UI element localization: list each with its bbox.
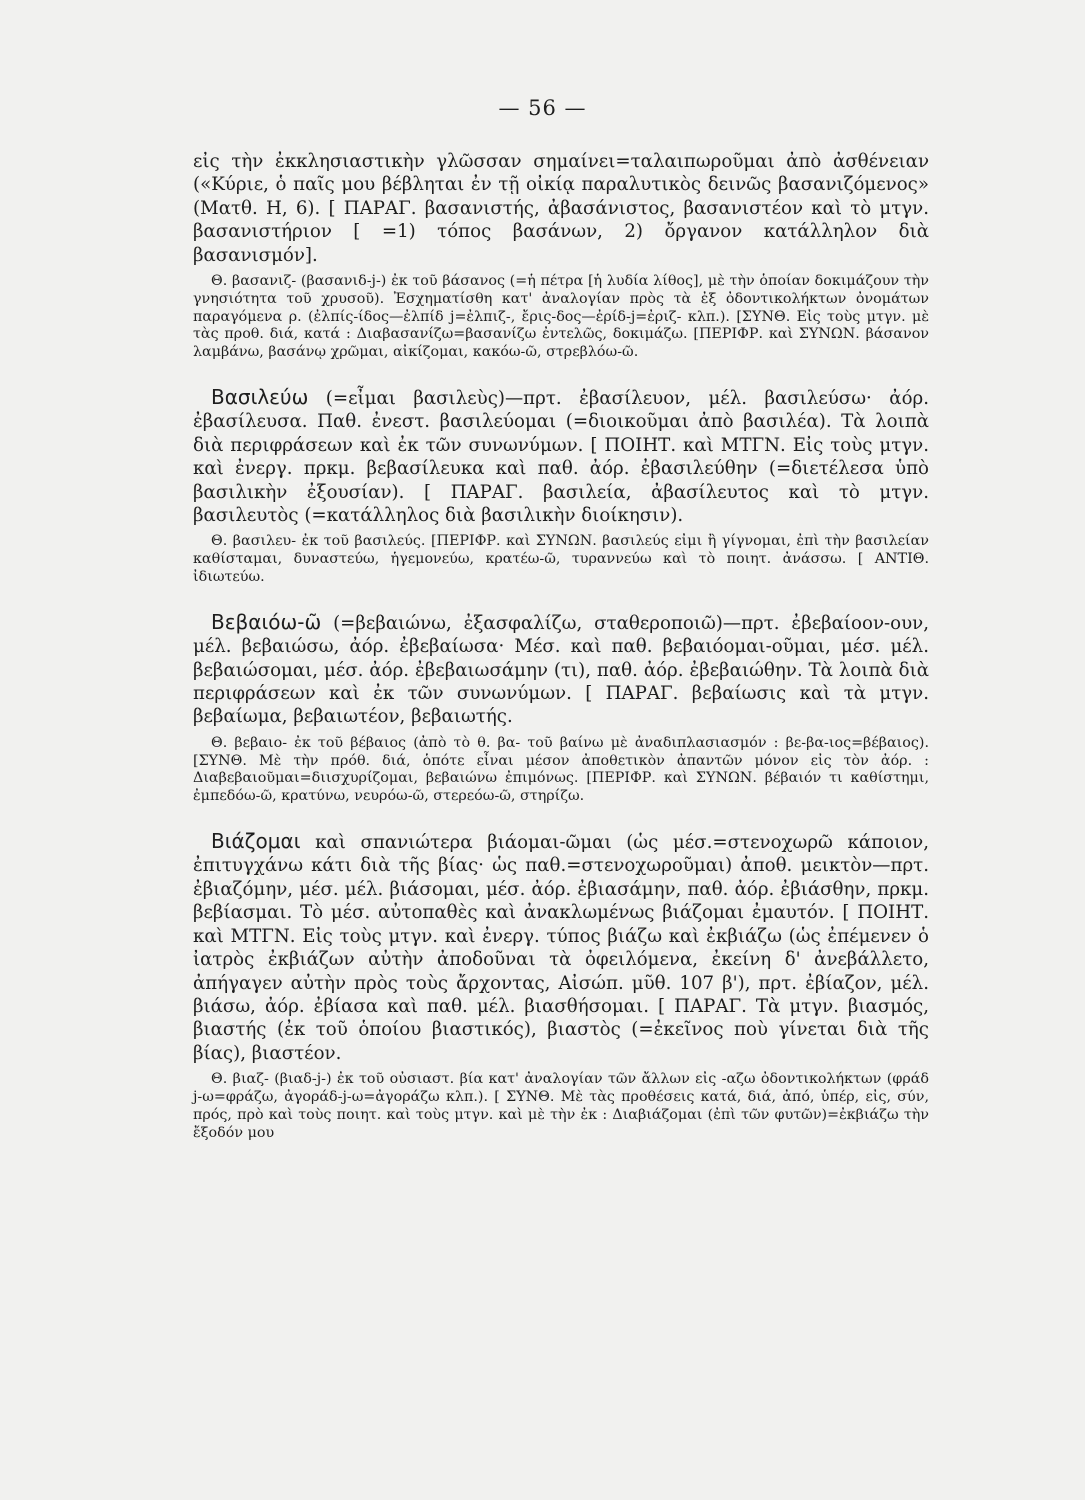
entry-theme-note: Θ. βασιλευ- ἐκ τοῦ βασιλεύς. [ΠΕΡΙΦΡ. καὶ ΣΥΝΩΝ. βασιλεύς εἰμι ἢ γίγνομαι, ἐπὶ τὴν βασιλείαν καθίσταμαι, δυναστεύω, ἡγεμονεύω, κρατέω-ῶ, τυραννεύω καὶ τὸ ποιητ. ἀνάσσω. [ ΑΝΤΙΘ. ἰδιωτεύω. [193,533,929,586]
entry-definition: (=εἶμαι βασιλεὺς)—πρτ. ἐβασίλευον, μέλ. βασιλεύσω· ἀόρ. ἐβασίλευσα. Παθ. ἐνεστ. βασιλεύομαι (=διοικοῦμαι ἀπὸ βασιλέα). Τὰ λοιπὰ διὰ περιφράσεων καὶ ἐκ τῶν συνωνύμων. [ ΠΟΙΗΤ. καὶ ΜΤΓΝ. Εἰς τοὺς μτγν. καὶ ἐνεργ. πρκμ. βεβασίλευκα καὶ παθ. ἀόρ. ἐβασιλεύθην (=διετέλεσα ὑπὸ βασιλικὴν ἐξουσίαν). [ ΠΑΡΑΓ. βασιλεία, ἀβασίλευτος καὶ τὸ μτγν. βασιλευτὸς (=κατάλληλος διὰ βασιλικὴν διοίκησιν). [193,388,929,527]
entry-basanizo-continued [193,150,929,362]
entry-definition: (=βεβαιώνω, ἐξασφαλίζω, σταθεροποιῶ)—πρτ. ἐβεβαίοον-ουν, μέλ. βεβαιώσω, ἀόρ. ἐβεβαίωσα· Μέσ. καὶ παθ. βεβαιόομαι-οῦμαι, μέσ. μέλ. βεβαιώσομαι, μέσ. ἀόρ. ἐβεβαιωσάμην (τι), παθ. ἀόρ. ἐβεβαιώθην. Τὰ λοιπὰ διὰ περιφράσεων καὶ ἐκ τῶν συνωνύμων. [ ΠΑΡΑΓ. βεβαίωσις καὶ τὰ μτγν. βεβαίωμα, βεβαιωτέον, βεβαιωτής. [193,612,929,728]
entry-body [193,386,929,527]
entry-bebaioo [193,611,929,806]
page-number: — 56 — [498,96,587,120]
entry-headword: Βεβαιόω-ῶ [211,609,322,634]
entry-theme-note: Θ. βεβαιο- ἐκ τοῦ βέβαιος (ἀπὸ τὸ θ. βα- τοῦ βαίνω μὲ ἀναδιπλασιασμόν : βε-βα-ιος=βέβαιος). [ΣΥΝΘ. Μὲ τὴν πρόθ. διά, ὁπότε εἶναι μέσον ἀποθετικὸν ἀπαντῶν μόνον εἰς τὸν ἀόρ. : Διαβεβαιοῦμαι=διισχυρίζομαι, βεβαιώνω ἐπιμόνως. [ΠΕΡΙΦΡ. καὶ ΣΥΝΩΝ. βέβαιόν τι καθίστημι, ἐμπεδόω-ῶ, κρατύνω, νευρόω-ῶ, στερεόω-ῶ, στηρίζω. [193,734,929,805]
entry-definition: καὶ σπανιώτερα βιάομαι-ῶμαι (ὡς μέσ.=στενοχωρῶ κάποιον, ἐπιτυγχάνω κάτι διὰ τῆς βίας· ὡς παθ.=στενοχωροῦμαι) ἀποθ. μεικτὸν—πρτ. ἐβιαζόμην, μέσ. μέλ. βιάσομαι, μέσ. ἀόρ. ἐβιασάμην, παθ. ἀόρ. ἐβιάσθην, πρκμ. βεβίασμαι. Τὸ μέσ. αὐτοπαθὲς καὶ ἀνακλωμένως βιάζομαι ἐμαυτόν. [ ΠΟΙΗΤ. καὶ ΜΤΓΝ. Εἰς τοὺς μτγν. καὶ ἐνεργ. τύπος βιάζω καὶ ἐκβιάζω (ὡς ἐπέμενεν ὁ ἰατρὸς ἐκβιάζων αὐτὴν ἀποδοῦναι τὰ ὀφειλόμενα, ἐκείνη δ' ἀνεβάλλετο, ἀπήγαγεν αὐτὴν πρὸς τοὺς ἄρχοντας, Αἰσώπ. μῦθ. 107 β'), πρτ. ἐβίαζον, μέλ. βιάσω, ἀόρ. ἐβίασα καὶ παθ. μέλ. βιασθήσομαι. [ ΠΑΡΑΓ. Τὰ μτγν. βιασμός, βιαστής (ἐκ τοῦ ὁποίου βιαστικός), βιαστὸς (=ἐκεῖνος ποὺ γίνεται διὰ τῆς βίας), βιαστέον. [193,832,929,1064]
entry-biazomai [193,830,929,1142]
entry-headword: Βασιλεύω [211,385,309,410]
entry-body [193,611,929,729]
entry-basileuo [193,386,929,587]
entry-body: εἰς τὴν ἐκκλησιαστικὴν γλῶσσαν σημαίνει=ταλαιπωροῦμαι ἀπὸ ἀσθένειαν («Κύριε, ὁ παῖς μου βέβληται ἐν τῇ οἰκίᾳ παραλυτικὸς δεινῶς βασανιζόμενος» (Ματθ. Η, 6). [ ΠΑΡΑΓ. βασανιστής, ἀβασάνιστος, βασανιστέον καὶ τὸ μτγν. βασανιστήριον [ =1) τόπος βασάνων, 2) ὄργανον κατάλληλον διὰ βασανισμόν]. [193,151,929,266]
entry-headword: Βιάζομαι [211,829,301,854]
page-text [193,150,929,1142]
entry-theme-note: Θ. βασανιζ- (βασανιδ-j-) ἐκ τοῦ βάσανος (=ἡ πέτρα [ἡ λυδία λίθος], μὲ τὴν ὁποίαν δοκιμάζουν τὴν γνησιότητα τοῦ χρυσοῦ). Ἐσχηματίσθη κατ' ἀναλογίαν πρὸς τὰ ἐξ ὀδοντικολήκτων ὀνομάτων παραγόμενα ρ. (ἐλπίς-ίδος—ἐλπίδ j=ἐλπιζ-, ἔρις-δος—ἐρίδ-j=ἐριζ- κλπ.). [ΣΥΝΘ. Εἰς τοὺς μτγν. μὲ τὰς προθ. διά, κατά : Διαβασανίζω=βασανίζω ἐντελῶς, δοκιμάζω. [ΠΕΡΙΦΡ. καὶ ΣΥΝΩΝ. βάσανον λαμβάνω, βασάνῳ χρῶμαι, αἰκίζομαι, κακόω-ῶ, στρεβλόω-ῶ. [193,273,929,361]
entry-body [193,830,929,1065]
entry-theme-note: Θ. βιαζ- (βιαδ-j-) ἐκ τοῦ οὐσιαστ. βία κατ' ἀναλογίαν τῶν ἄλλων εἰς -αζω ὀδοντικολήκτων (φράδ j-ω=φράζω, ἀγοράδ-j-ω=ἀγοράζω κλπ.). [ ΣΥΝΘ. Μὲ τὰς προθέσεις κατά, διά, ἀπό, ὑπέρ, εἰς, σύν, πρός, πρὸ καὶ τοὺς ποιητ. καὶ τοὺς μτγν. καὶ μὲ τὴν ἐκ : Διαβιάζομαι (ἐπὶ τῶν φυτῶν)=ἐκβιάζω τὴν ἔξοδόν μου [193,1071,929,1141]
